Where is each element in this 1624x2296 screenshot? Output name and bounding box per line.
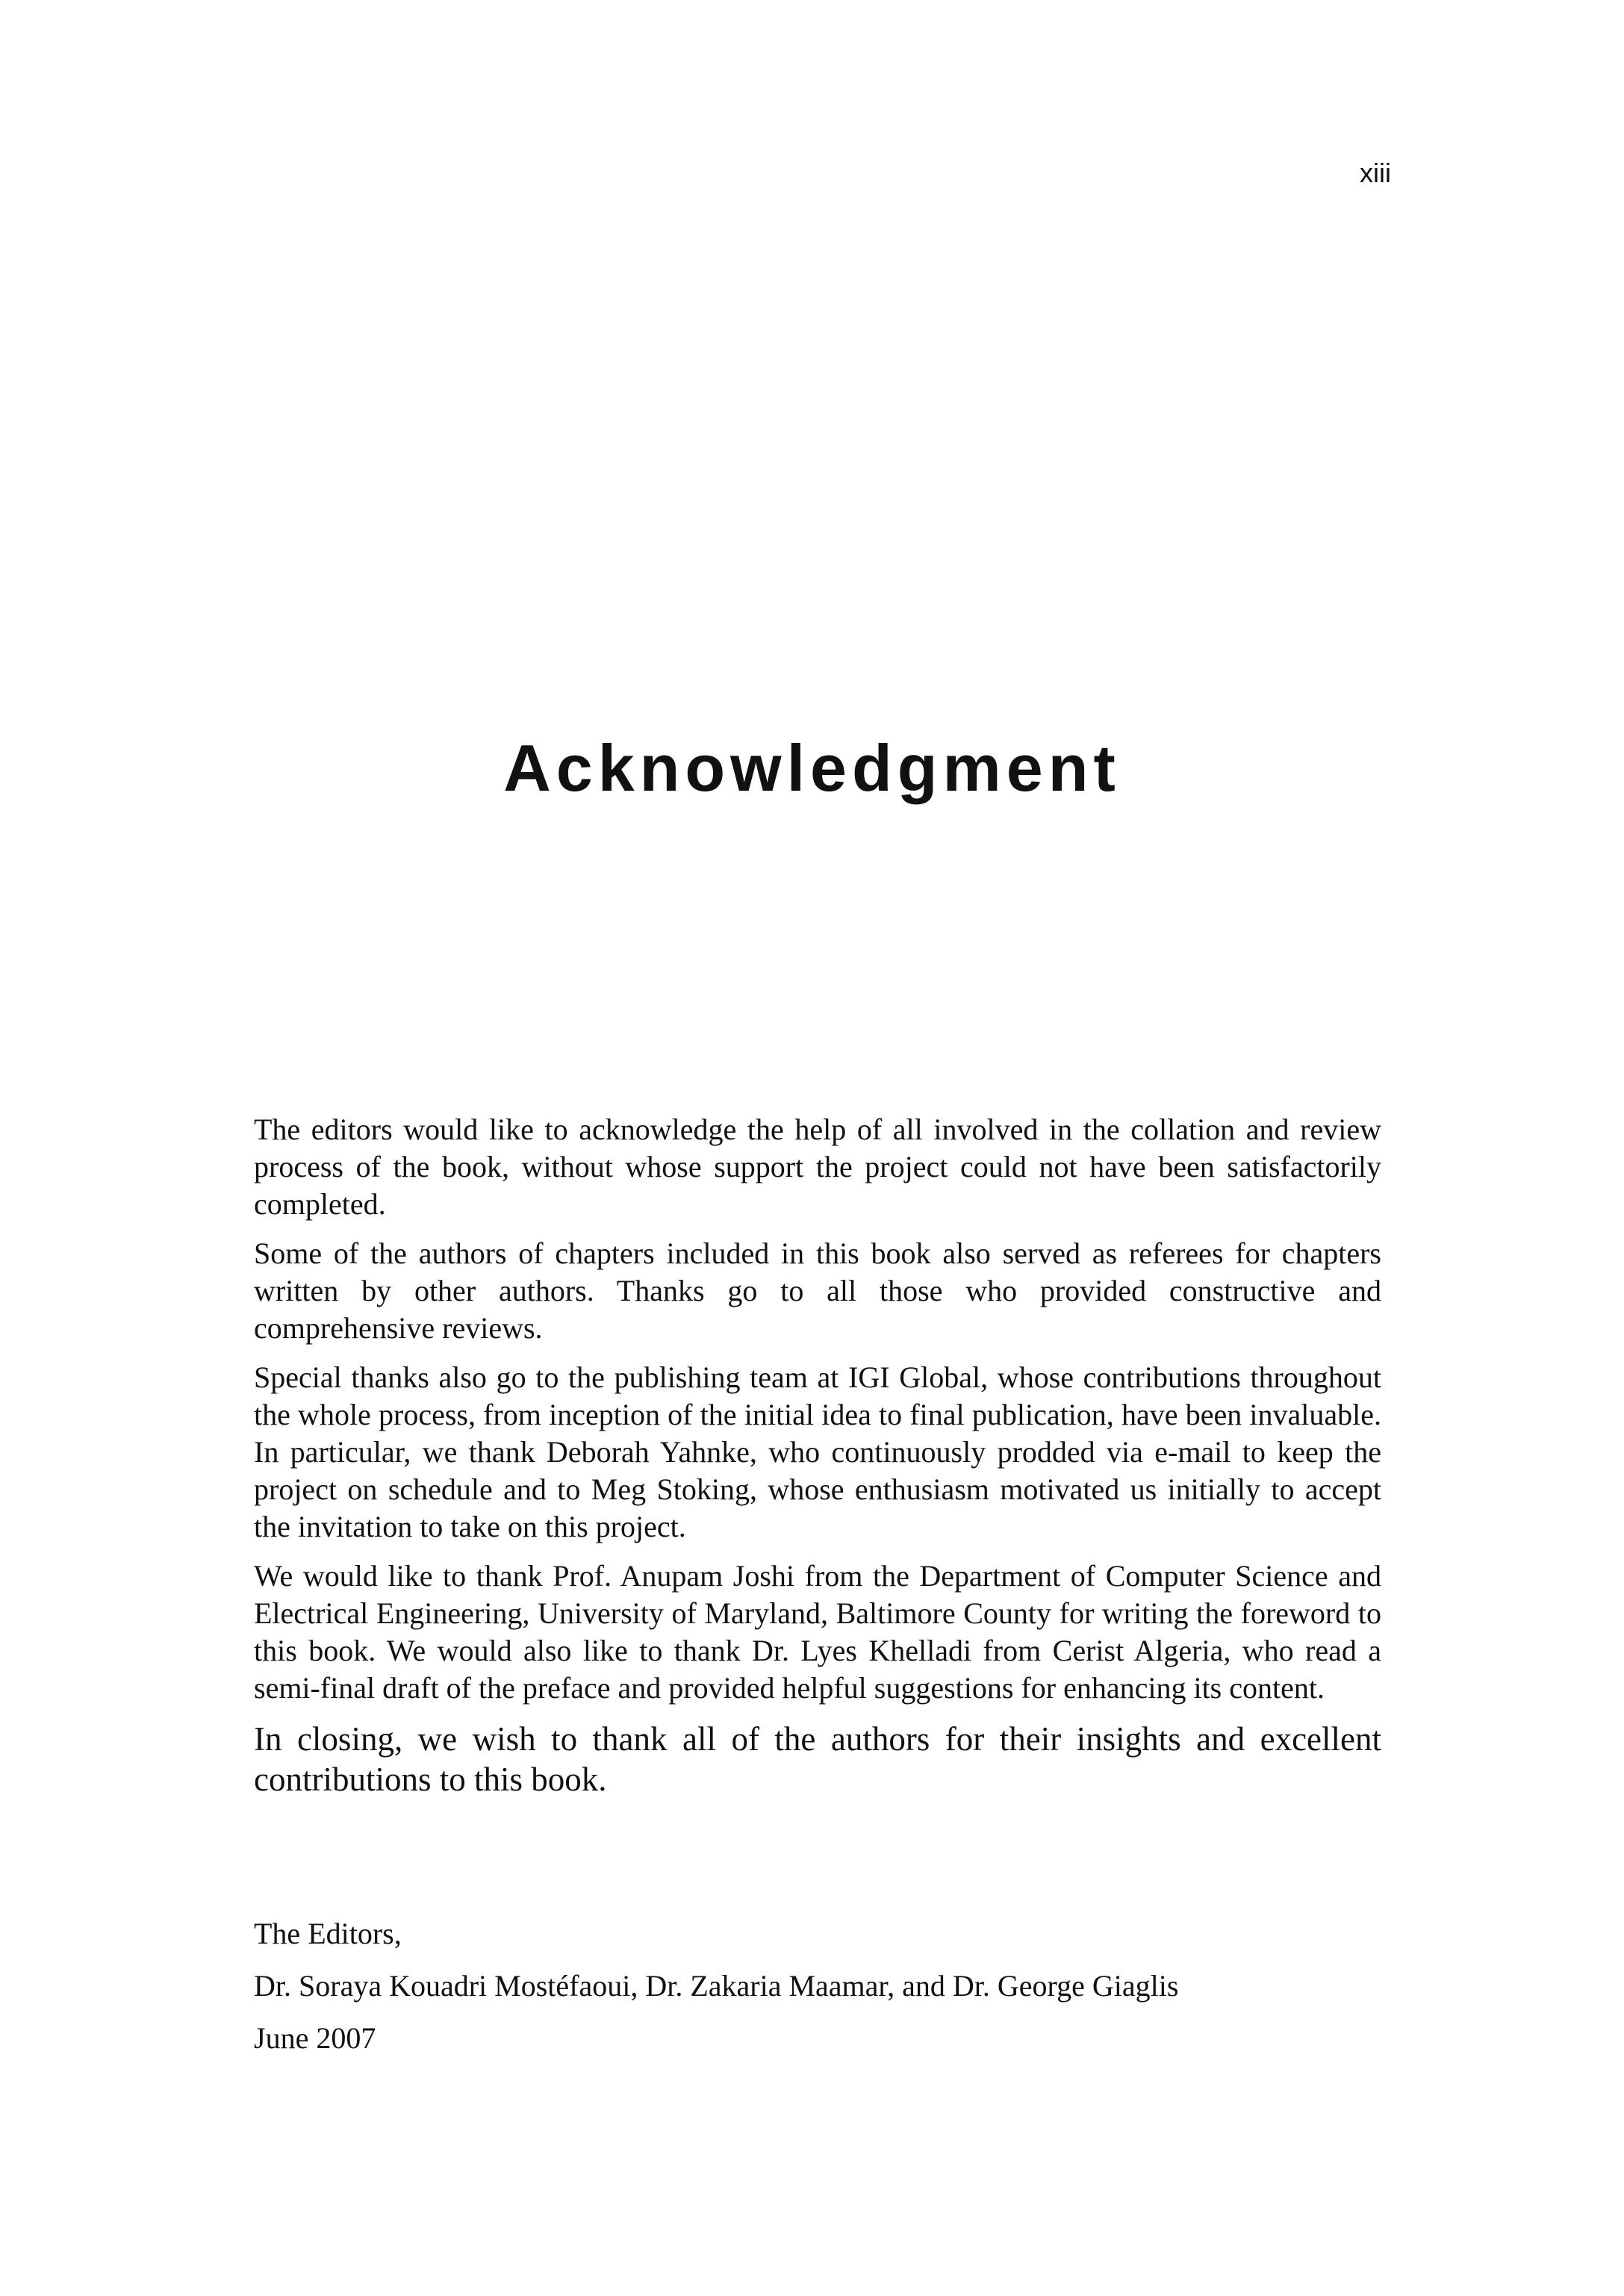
signature-salutation: The Editors, xyxy=(254,1917,402,1950)
page-title: Acknowledgment xyxy=(503,730,1121,805)
signature-names: Dr. Soraya Kouadri Mostéfaoui, Dr. Zakaria Maamar, and Dr. George Giaglis xyxy=(254,1969,1179,2003)
signature-block xyxy=(254,1915,1381,2072)
signature-date: June 2007 xyxy=(254,2021,376,2055)
page-number: xiii xyxy=(1360,158,1391,188)
paragraph-foreword-thanks: We would like to thank Prof. Anupam Joshi from the Department of Computer Science and Electrical Engineering, University of Maryland, Baltimore County for writing the foreword to this book. We would also like to thank Dr. Lyes Khelladi from Cerist Algeria, who read a semi-final draft of the preface and provided helpful suggestions for enhancing its content. xyxy=(254,1559,1381,1705)
paragraph-publishing-team: Special thanks also go to the publishing team at IGI Global, whose contributions throughout the whole process, from inception of the initial idea to final publication, have been invaluable. In particular, we thank Deborah Yahnke, who continuously prodded via e-mail to keep the project on schedule and to Meg Stoking, whose enthusiasm motivated us initially to accept the invitation to take on this project. xyxy=(254,1360,1381,1543)
paragraph-editors-help: The editors would like to acknowledge the help of all involved in the collation and review process of the book, without whose support the project could not have been satisfactorily completed. xyxy=(254,1113,1381,1221)
paragraph-referees: Some of the authors of chapters included in this book also served as referees for chapters written by other authors. Thanks go to all those who provided constructive and comprehensive reviews. xyxy=(254,1236,1381,1345)
acknowledgment-body xyxy=(254,1111,1381,1811)
paragraph-closing: In closing, we wish to thank all of the authors for their insights and excellent contributions to this book. xyxy=(254,1720,1381,1798)
